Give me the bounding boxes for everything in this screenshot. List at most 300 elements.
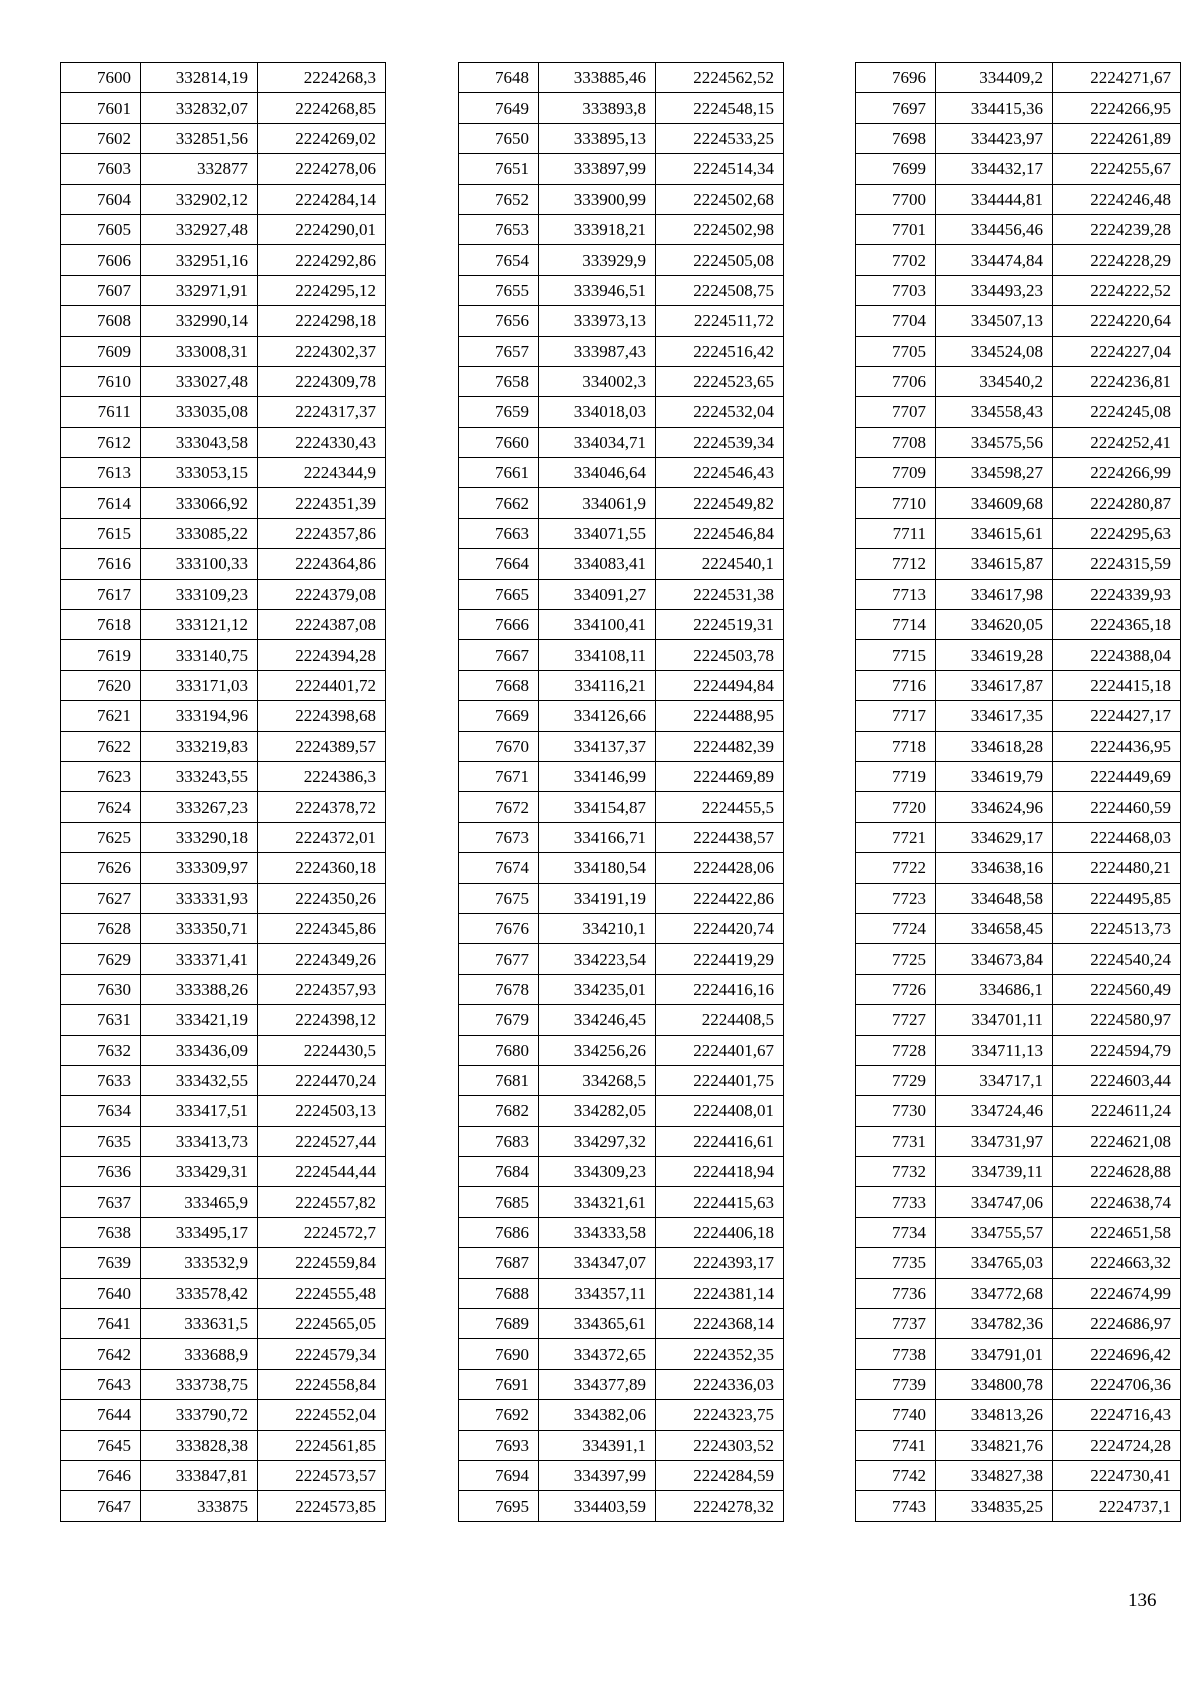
x-coordinate-cell: 333790,72: [141, 1400, 258, 1430]
y-coordinate-cell: 2224284,59: [656, 1460, 784, 1490]
x-coordinate-cell: 334648,58: [936, 883, 1053, 913]
table-row: [856, 731, 1181, 761]
y-coordinate-cell: 2224398,12: [258, 1005, 386, 1035]
x-coordinate-cell: 334046,64: [539, 458, 656, 488]
x-coordinate-cell: 334739,11: [936, 1157, 1053, 1187]
x-coordinate-cell: 334493,23: [936, 275, 1053, 305]
y-coordinate-cell: 2224393,17: [656, 1248, 784, 1278]
x-coordinate-cell: 333194,96: [141, 701, 258, 731]
table-row: [61, 245, 386, 275]
point-number-cell: 7723: [856, 883, 936, 913]
point-number-cell: 7716: [856, 670, 936, 700]
table-row: [856, 1157, 1181, 1187]
table-row: [856, 306, 1181, 336]
table-row: [459, 579, 784, 609]
point-number-cell: 7724: [856, 913, 936, 943]
y-coordinate-cell: 2224303,52: [656, 1430, 784, 1460]
y-coordinate-cell: 2224523,65: [656, 366, 784, 396]
x-coordinate-cell: 333436,09: [141, 1035, 258, 1065]
x-coordinate-cell: 333388,26: [141, 974, 258, 1004]
x-coordinate-cell: 333893,8: [539, 93, 656, 123]
x-coordinate-cell: 334629,17: [936, 822, 1053, 852]
point-number-cell: 7732: [856, 1157, 936, 1187]
table-row: [61, 1126, 386, 1156]
point-number-cell: 7648: [459, 63, 539, 93]
y-coordinate-cell: 2224394,28: [258, 640, 386, 670]
table-row: [61, 123, 386, 153]
y-coordinate-cell: 2224290,01: [258, 214, 386, 244]
x-coordinate-cell: 334432,17: [936, 154, 1053, 184]
y-coordinate-cell: 2224284,14: [258, 184, 386, 214]
x-coordinate-cell: 334382,06: [539, 1400, 656, 1430]
table-row: [459, 974, 784, 1004]
x-coordinate-cell: 334731,97: [936, 1126, 1053, 1156]
x-coordinate-cell: 334083,41: [539, 549, 656, 579]
table-row: [856, 944, 1181, 974]
point-number-cell: 7736: [856, 1278, 936, 1308]
table-row: [459, 1065, 784, 1095]
point-number-cell: 7633: [61, 1065, 141, 1095]
x-coordinate-cell: 333432,55: [141, 1065, 258, 1095]
x-coordinate-cell: 334609,68: [936, 488, 1053, 518]
point-number-cell: 7649: [459, 93, 539, 123]
point-number-cell: 7676: [459, 913, 539, 943]
x-coordinate-cell: 333421,19: [141, 1005, 258, 1035]
point-number-cell: 7680: [459, 1035, 539, 1065]
point-number-cell: 7678: [459, 974, 539, 1004]
y-coordinate-cell: 2224552,04: [258, 1400, 386, 1430]
table-row: [61, 184, 386, 214]
x-coordinate-cell: 333008,31: [141, 336, 258, 366]
table-row: [459, 275, 784, 305]
table-row: [856, 1309, 1181, 1339]
table-row: [61, 853, 386, 883]
y-coordinate-cell: 2224560,49: [1053, 974, 1181, 1004]
y-coordinate-cell: 2224261,89: [1053, 123, 1181, 153]
x-coordinate-cell: 333900,99: [539, 184, 656, 214]
x-coordinate-cell: 334365,61: [539, 1309, 656, 1339]
y-coordinate-cell: 2224298,18: [258, 306, 386, 336]
table-row: [856, 1339, 1181, 1369]
table-row: [856, 792, 1181, 822]
point-number-cell: 7731: [856, 1126, 936, 1156]
table-row: [61, 214, 386, 244]
table-row: [856, 427, 1181, 457]
point-number-cell: 7644: [61, 1400, 141, 1430]
table-row: [856, 579, 1181, 609]
y-coordinate-cell: 2224548,15: [656, 93, 784, 123]
x-coordinate-cell: 333987,43: [539, 336, 656, 366]
y-coordinate-cell: 2224278,06: [258, 154, 386, 184]
x-coordinate-cell: 334615,87: [936, 549, 1053, 579]
table-row: [856, 1248, 1181, 1278]
y-coordinate-cell: 2224268,3: [258, 63, 386, 93]
point-number-cell: 7675: [459, 883, 539, 913]
y-coordinate-cell: 2224449,69: [1053, 761, 1181, 791]
point-number-cell: 7665: [459, 579, 539, 609]
y-coordinate-cell: 2224389,57: [258, 731, 386, 761]
y-coordinate-cell: 2224460,59: [1053, 792, 1181, 822]
point-number-cell: 7709: [856, 458, 936, 488]
y-coordinate-cell: 2224651,58: [1053, 1217, 1181, 1247]
table-row: [61, 1400, 386, 1430]
point-number-cell: 7658: [459, 366, 539, 396]
x-coordinate-cell: 333121,12: [141, 610, 258, 640]
point-number-cell: 7706: [856, 366, 936, 396]
y-coordinate-cell: 2224408,01: [656, 1096, 784, 1126]
y-coordinate-cell: 2224295,63: [1053, 518, 1181, 548]
y-coordinate-cell: 2224252,41: [1053, 427, 1181, 457]
y-coordinate-cell: 2224419,29: [656, 944, 784, 974]
point-number-cell: 7718: [856, 731, 936, 761]
y-coordinate-cell: 2224638,74: [1053, 1187, 1181, 1217]
y-coordinate-cell: 2224236,81: [1053, 366, 1181, 396]
table-row: [459, 1339, 784, 1369]
table-row: [856, 1491, 1181, 1521]
y-coordinate-cell: 2224246,48: [1053, 184, 1181, 214]
point-number-cell: 7603: [61, 154, 141, 184]
point-number-cell: 7722: [856, 853, 936, 883]
table-row: [856, 93, 1181, 123]
table-row: [459, 245, 784, 275]
x-coordinate-cell: 334137,37: [539, 731, 656, 761]
x-coordinate-cell: 333267,23: [141, 792, 258, 822]
point-number-cell: 7677: [459, 944, 539, 974]
point-number-cell: 7734: [856, 1217, 936, 1247]
point-number-cell: 7657: [459, 336, 539, 366]
x-coordinate-cell: 334282,05: [539, 1096, 656, 1126]
x-coordinate-cell: 334673,84: [936, 944, 1053, 974]
x-coordinate-cell: 334724,46: [936, 1096, 1053, 1126]
point-number-cell: 7653: [459, 214, 539, 244]
point-number-cell: 7615: [61, 518, 141, 548]
y-coordinate-cell: 2224724,28: [1053, 1430, 1181, 1460]
table-row: [61, 1065, 386, 1095]
x-coordinate-cell: 334827,38: [936, 1460, 1053, 1490]
y-coordinate-cell: 2224696,42: [1053, 1339, 1181, 1369]
x-coordinate-cell: 334256,26: [539, 1035, 656, 1065]
table-row: [61, 670, 386, 700]
table-row: [459, 488, 784, 518]
table-row: [856, 1126, 1181, 1156]
x-coordinate-cell: 333885,46: [539, 63, 656, 93]
y-coordinate-cell: 2224280,87: [1053, 488, 1181, 518]
table-row: [856, 518, 1181, 548]
table-row: [459, 1460, 784, 1490]
x-coordinate-cell: 334415,36: [936, 93, 1053, 123]
y-coordinate-cell: 2224519,31: [656, 610, 784, 640]
y-coordinate-cell: 2224315,59: [1053, 549, 1181, 579]
table-row: [459, 1369, 784, 1399]
y-coordinate-cell: 2224317,37: [258, 397, 386, 427]
y-coordinate-cell: 2224540,1: [656, 549, 784, 579]
point-number-cell: 7721: [856, 822, 936, 852]
table-row: [61, 974, 386, 1004]
y-coordinate-cell: 2224557,82: [258, 1187, 386, 1217]
y-coordinate-cell: 2224350,26: [258, 883, 386, 913]
y-coordinate-cell: 2224706,36: [1053, 1369, 1181, 1399]
x-coordinate-cell: 334002,3: [539, 366, 656, 396]
table-row: [856, 154, 1181, 184]
table-row: [459, 701, 784, 731]
x-coordinate-cell: 334235,01: [539, 974, 656, 1004]
table-row: [856, 853, 1181, 883]
table-row: [61, 701, 386, 731]
x-coordinate-cell: 334210,1: [539, 913, 656, 943]
x-coordinate-cell: 334782,36: [936, 1309, 1053, 1339]
x-coordinate-cell: 333066,92: [141, 488, 258, 518]
point-number-cell: 7720: [856, 792, 936, 822]
point-number-cell: 7689: [459, 1309, 539, 1339]
y-coordinate-cell: 2224222,52: [1053, 275, 1181, 305]
point-number-cell: 7646: [61, 1460, 141, 1490]
table-row: [459, 944, 784, 974]
point-number-cell: 7650: [459, 123, 539, 153]
x-coordinate-cell: 334686,1: [936, 974, 1053, 1004]
y-coordinate-cell: 2224737,1: [1053, 1491, 1181, 1521]
point-number-cell: 7670: [459, 731, 539, 761]
y-coordinate-cell: 2224482,39: [656, 731, 784, 761]
y-coordinate-cell: 2224505,08: [656, 245, 784, 275]
table-row: [61, 549, 386, 579]
y-coordinate-cell: 2224378,72: [258, 792, 386, 822]
y-coordinate-cell: 2224480,21: [1053, 853, 1181, 883]
y-coordinate-cell: 2224387,08: [258, 610, 386, 640]
x-coordinate-cell: 334615,61: [936, 518, 1053, 548]
table-row: [856, 397, 1181, 427]
table-row: [856, 1278, 1181, 1308]
table-row: [459, 822, 784, 852]
table-row: [459, 731, 784, 761]
table-row: [61, 792, 386, 822]
table-row: [61, 944, 386, 974]
table-row: [459, 549, 784, 579]
table-row: [459, 1491, 784, 1521]
y-coordinate-cell: 2224579,34: [258, 1339, 386, 1369]
y-coordinate-cell: 2224428,06: [656, 853, 784, 883]
point-number-cell: 7667: [459, 640, 539, 670]
y-coordinate-cell: 2224502,98: [656, 214, 784, 244]
table-row: [459, 761, 784, 791]
x-coordinate-cell: 334333,58: [539, 1217, 656, 1247]
x-coordinate-cell: 332927,48: [141, 214, 258, 244]
y-coordinate-cell: 2224349,26: [258, 944, 386, 974]
x-coordinate-cell: 333100,33: [141, 549, 258, 579]
table-row: [459, 610, 784, 640]
x-coordinate-cell: 334180,54: [539, 853, 656, 883]
point-number-cell: 7684: [459, 1157, 539, 1187]
point-number-cell: 7662: [459, 488, 539, 518]
x-coordinate-cell: 334711,13: [936, 1035, 1053, 1065]
y-coordinate-cell: 2224516,42: [656, 336, 784, 366]
y-coordinate-cell: 2224323,75: [656, 1400, 784, 1430]
y-coordinate-cell: 2224502,68: [656, 184, 784, 214]
point-number-cell: 7701: [856, 214, 936, 244]
table-row: [459, 366, 784, 396]
x-coordinate-cell: 333109,23: [141, 579, 258, 609]
x-coordinate-cell: 333429,31: [141, 1157, 258, 1187]
x-coordinate-cell: 334772,68: [936, 1278, 1053, 1308]
table-row: [459, 1400, 784, 1430]
y-coordinate-cell: 2224401,67: [656, 1035, 784, 1065]
y-coordinate-cell: 2224372,01: [258, 822, 386, 852]
point-number-cell: 7656: [459, 306, 539, 336]
x-coordinate-cell: 333413,73: [141, 1126, 258, 1156]
table-row: [61, 1369, 386, 1399]
table-row: [61, 1005, 386, 1035]
y-coordinate-cell: 2224381,14: [656, 1278, 784, 1308]
x-coordinate-cell: 334309,23: [539, 1157, 656, 1187]
point-number-cell: 7682: [459, 1096, 539, 1126]
point-number-cell: 7674: [459, 853, 539, 883]
y-coordinate-cell: 2224339,93: [1053, 579, 1181, 609]
x-coordinate-cell: 334507,13: [936, 306, 1053, 336]
y-coordinate-cell: 2224494,84: [656, 670, 784, 700]
x-coordinate-cell: 332971,91: [141, 275, 258, 305]
point-number-cell: 7725: [856, 944, 936, 974]
table-row: [856, 63, 1181, 93]
point-number-cell: 7613: [61, 458, 141, 488]
point-number-cell: 7654: [459, 245, 539, 275]
y-coordinate-cell: 2224558,84: [258, 1369, 386, 1399]
x-coordinate-cell: 334617,87: [936, 670, 1053, 700]
point-number-cell: 7672: [459, 792, 539, 822]
point-number-cell: 7713: [856, 579, 936, 609]
table-row: [459, 883, 784, 913]
table-row: [459, 640, 784, 670]
y-coordinate-cell: 2224269,02: [258, 123, 386, 153]
x-coordinate-cell: 333897,99: [539, 154, 656, 184]
point-number-cell: 7700: [856, 184, 936, 214]
table-row: [459, 154, 784, 184]
y-coordinate-cell: 2224532,04: [656, 397, 784, 427]
coordinates-table-3: [855, 62, 1181, 1522]
y-coordinate-cell: 2224420,74: [656, 913, 784, 943]
point-number-cell: 7688: [459, 1278, 539, 1308]
table-row: [856, 336, 1181, 366]
point-number-cell: 7666: [459, 610, 539, 640]
table-row: [856, 974, 1181, 1004]
x-coordinate-cell: 333918,21: [539, 214, 656, 244]
y-coordinate-cell: 2224573,85: [258, 1491, 386, 1521]
table-row: [856, 1460, 1181, 1490]
point-number-cell: 7727: [856, 1005, 936, 1035]
y-coordinate-cell: 2224227,04: [1053, 336, 1181, 366]
point-number-cell: 7637: [61, 1187, 141, 1217]
x-coordinate-cell: 333929,9: [539, 245, 656, 275]
x-coordinate-cell: 334403,59: [539, 1491, 656, 1521]
x-coordinate-cell: 332814,19: [141, 63, 258, 93]
point-number-cell: 7719: [856, 761, 936, 791]
point-number-cell: 7600: [61, 63, 141, 93]
x-coordinate-cell: 334034,71: [539, 427, 656, 457]
point-number-cell: 7619: [61, 640, 141, 670]
x-coordinate-cell: 333417,51: [141, 1096, 258, 1126]
point-number-cell: 7733: [856, 1187, 936, 1217]
x-coordinate-cell: 334617,35: [936, 701, 1053, 731]
y-coordinate-cell: 2224611,24: [1053, 1096, 1181, 1126]
y-coordinate-cell: 2224368,14: [656, 1309, 784, 1339]
point-number-cell: 7639: [61, 1248, 141, 1278]
table-row: [61, 458, 386, 488]
table-row: [61, 1309, 386, 1339]
x-coordinate-cell: 334154,87: [539, 792, 656, 822]
y-coordinate-cell: 2224572,7: [258, 1217, 386, 1247]
x-coordinate-cell: 334620,05: [936, 610, 1053, 640]
y-coordinate-cell: 2224527,44: [258, 1126, 386, 1156]
x-coordinate-cell: 334357,11: [539, 1278, 656, 1308]
table-row: [459, 123, 784, 153]
point-number-cell: 7624: [61, 792, 141, 822]
x-coordinate-cell: 334618,28: [936, 731, 1053, 761]
x-coordinate-cell: 333309,97: [141, 853, 258, 883]
y-coordinate-cell: 2224408,5: [656, 1005, 784, 1035]
point-number-cell: 7692: [459, 1400, 539, 1430]
x-coordinate-cell: 333350,71: [141, 913, 258, 943]
x-coordinate-cell: 334800,78: [936, 1369, 1053, 1399]
y-coordinate-cell: 2224513,73: [1053, 913, 1181, 943]
x-coordinate-cell: 333171,03: [141, 670, 258, 700]
table-row: [61, 1035, 386, 1065]
x-coordinate-cell: 332990,14: [141, 306, 258, 336]
y-coordinate-cell: 2224488,95: [656, 701, 784, 731]
x-coordinate-cell: 334377,89: [539, 1369, 656, 1399]
table-row: [61, 640, 386, 670]
x-coordinate-cell: 334071,55: [539, 518, 656, 548]
point-number-cell: 7705: [856, 336, 936, 366]
point-number-cell: 7687: [459, 1248, 539, 1278]
point-number-cell: 7638: [61, 1217, 141, 1247]
x-coordinate-cell: 334146,99: [539, 761, 656, 791]
point-number-cell: 7696: [856, 63, 936, 93]
table-row: [61, 731, 386, 761]
table-row: [459, 336, 784, 366]
y-coordinate-cell: 2224628,88: [1053, 1157, 1181, 1187]
y-coordinate-cell: 2224561,85: [258, 1430, 386, 1460]
x-coordinate-cell: 334617,98: [936, 579, 1053, 609]
point-number-cell: 7664: [459, 549, 539, 579]
x-coordinate-cell: 334126,66: [539, 701, 656, 731]
x-coordinate-cell: 334100,41: [539, 610, 656, 640]
point-number-cell: 7630: [61, 974, 141, 1004]
y-coordinate-cell: 2224357,86: [258, 518, 386, 548]
point-number-cell: 7673: [459, 822, 539, 852]
x-coordinate-cell: 334409,2: [936, 63, 1053, 93]
y-coordinate-cell: 2224309,78: [258, 366, 386, 396]
y-coordinate-cell: 2224495,85: [1053, 883, 1181, 913]
table-row: [61, 610, 386, 640]
x-coordinate-cell: 334397,99: [539, 1460, 656, 1490]
point-number-cell: 7707: [856, 397, 936, 427]
table-row: [459, 63, 784, 93]
y-coordinate-cell: 2224580,97: [1053, 1005, 1181, 1035]
x-coordinate-cell: 334835,25: [936, 1491, 1053, 1521]
point-number-cell: 7726: [856, 974, 936, 1004]
y-coordinate-cell: 2224344,9: [258, 458, 386, 488]
table-row: [459, 1187, 784, 1217]
y-coordinate-cell: 2224268,85: [258, 93, 386, 123]
y-coordinate-cell: 2224422,86: [656, 883, 784, 913]
table-row: [61, 579, 386, 609]
point-number-cell: 7611: [61, 397, 141, 427]
table-row: [459, 853, 784, 883]
table-row: [459, 397, 784, 427]
y-coordinate-cell: 2224555,48: [258, 1278, 386, 1308]
x-coordinate-cell: 333495,17: [141, 1217, 258, 1247]
x-coordinate-cell: 333895,13: [539, 123, 656, 153]
y-coordinate-cell: 2224345,86: [258, 913, 386, 943]
point-number-cell: 7737: [856, 1309, 936, 1339]
